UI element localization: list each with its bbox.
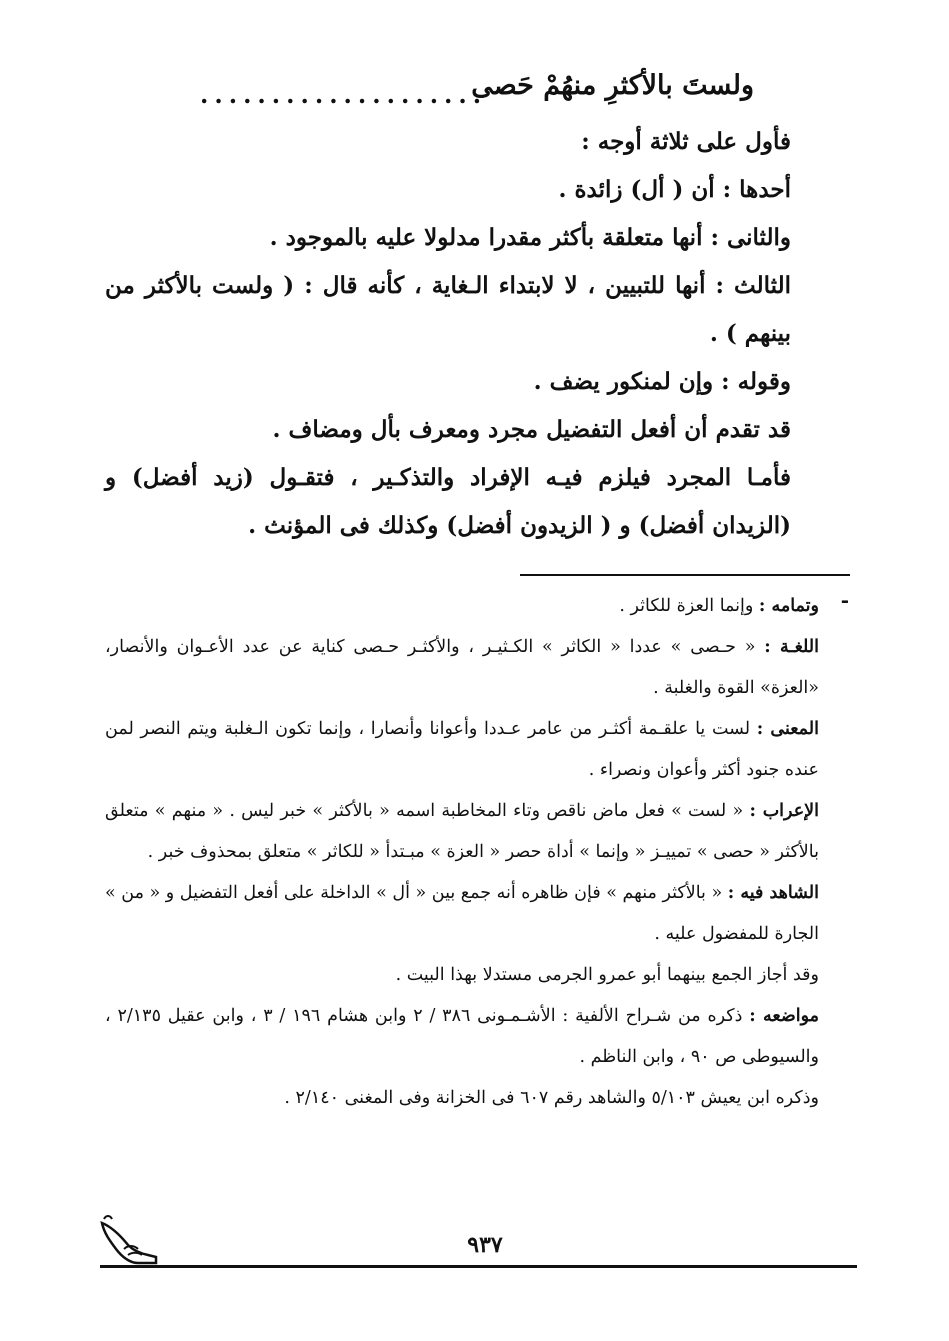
paragraph: وقوله : وإن لمنكور يضف .: [533, 368, 791, 395]
footnote-text: « لست » فعل ماض ناقص وتاء المخاطبة اسمه « بالأكثر » خبر ليس . « منهم » متعلق بالأكثر « حصى » تمييـز « وإنما » أداة حصر « العزة » مبـتدأ « للكاثر » متعلق بمحذوف خبر .: [105, 801, 819, 862]
footnote-text: وإنما العزة للكاثر .: [619, 596, 759, 616]
footnote-label: وتمامه :: [758, 596, 819, 616]
main-text: [105, 118, 791, 550]
footnote-label: الإعراب :: [749, 801, 819, 821]
footnote-item: [105, 627, 819, 709]
footnote-item: [105, 955, 819, 996]
verse-line: ولستَ بالأكثرِ منهُمْ حَصى: [471, 70, 754, 101]
footnote-text: « حـصى » عددا « الكاثر » الكـثيـر ، والأكثـر حـصى كناية عن عدد الأعـوان والأنصار، «العزة» القوة والغلبة .: [105, 637, 819, 698]
paragraph: والثانى : أنها متعلقة بأكثر مقدرا مدلولا عليه بالموجود .: [269, 224, 791, 251]
paragraph: أحدها : أن ( أل) زائدة .: [558, 176, 791, 203]
footnote-text: وذكره ابن يعيش ٥/١٠٣ والشاهد رقم ٦٠٧ فى الخزانة وفى المغنى ٢/١٤٠ .: [284, 1088, 819, 1108]
footnote-item: [105, 709, 819, 791]
footnote-item: [105, 586, 819, 627]
footnotes: [105, 586, 819, 1119]
footnote-label: مواضعه :: [749, 1006, 819, 1026]
footnote-label: الشاهد فيه :: [727, 883, 819, 903]
footnote-text: لست يا علقـمة أكثـر من عامر عـددا وأعوانا وأنصارا ، وإنما تكون الـغلبة ويتم النصر لمن عنده جنود أكثر وأعوان ونصراء .: [105, 719, 819, 780]
footnote-text: وقد أجاز الجمع بينهما أبو عمرو الجرمى مستدلا بهذا البيت .: [395, 965, 819, 985]
page-number: ٩٣٧: [467, 1232, 503, 1258]
bottom-rule: [100, 1265, 857, 1268]
paragraph: الثالث : أنها للتبيين ، لا لابتداء الـغاية ، كأنه قال : ( ولست بالأكثر من بينهم ) .: [105, 272, 791, 347]
footnote-divider: [520, 574, 850, 576]
pointing-hand-icon: [98, 1205, 160, 1267]
paragraph: فأول على ثلاثة أوجه :: [581, 128, 791, 155]
footnote-text: « بالأكثر منهم » فإن ظاهره أنه جمع بين « أل » الداخلة على أفعل التفضيل و « من » الجارة للمفضول عليه .: [105, 883, 819, 944]
paragraph: قد تقدم أن أفعل التفضيل مجرد ومعرف بأل ومضاف .: [272, 416, 791, 443]
footnote-text: ذكره من شـراح الألفية : الأشـمـونى ٣٨٦ / ٢ وابن هشام ١٩٦ / ٣ ، وابن عقيل ٢/١٣٥ ، والسيوطى ص ٩٠ ، وابن الناظم .: [105, 1006, 819, 1067]
footnote-item: [105, 791, 819, 873]
footnote-label: اللغـة :: [764, 637, 819, 657]
footnote-marker: -: [840, 588, 849, 612]
paragraph: فأمـا المجرد فيلزم فيـه الإفراد والتذكـير ، فتقـول (زيد أفضل) و (الزيدان أفضل) و ( الزيدون أفضل) وكذلك فى المؤنث .: [105, 464, 791, 539]
footnote-item: [105, 996, 819, 1078]
footnote-label: المعنى :: [756, 719, 819, 739]
footnote-item: [105, 873, 819, 955]
footnote-item: [105, 1078, 819, 1119]
verse-dots: ....................: [200, 80, 488, 109]
